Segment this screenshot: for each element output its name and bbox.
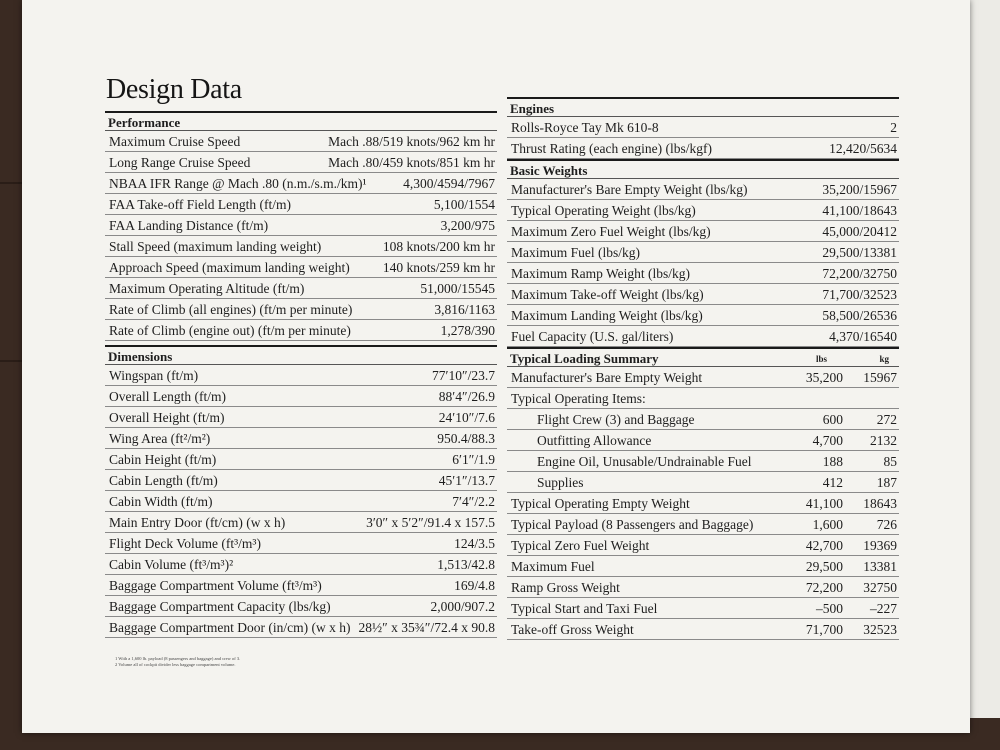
basic-weights-table: [507, 179, 899, 347]
kg-value: 272: [876, 412, 897, 427]
row-value: 41,100/18643: [822, 203, 897, 218]
row-label: Cabin Volume (ft³/m³)²: [109, 557, 234, 572]
footnote-1: 1 With a 1,600 lb. payload (8 passengers and baggage) and crew of 3.: [115, 656, 241, 661]
table-row: [105, 491, 497, 512]
row-label: Approach Speed (maximum landing weight): [109, 260, 350, 275]
row-value: 45′1″/13.7: [438, 473, 495, 488]
engines-heading: Engines: [507, 97, 899, 117]
table-row: [507, 556, 899, 577]
lbs-value: 41,100: [805, 496, 843, 511]
table-row: [507, 514, 899, 535]
row-value: 88′4″/26.9: [438, 389, 495, 404]
kg-column-header: kg: [879, 354, 889, 364]
row-label: Main Entry Door (ft/cm) (w x h): [109, 515, 286, 530]
row-value: Mach .80/459 knots/851 km hr: [328, 155, 495, 170]
performance-table: [105, 131, 497, 341]
lbs-value: 42,700: [805, 538, 843, 553]
lbs-value: 71,700: [805, 622, 843, 637]
row-label: Rate of Climb (engine out) (ft/m per minute): [109, 323, 351, 338]
row-value: Mach .88/519 knots/962 km hr: [328, 134, 495, 149]
row-label: Maximum Cruise Speed: [109, 134, 241, 149]
table-row: [105, 554, 497, 575]
table-row: [105, 236, 497, 257]
basic-weights-heading: Basic Weights: [507, 159, 899, 179]
table-row: [507, 221, 899, 242]
kg-value: 15967: [863, 370, 897, 385]
row-value: 2: [890, 120, 897, 135]
table-row: [105, 617, 497, 638]
table-row: [105, 365, 497, 386]
row-label: Engine Oil, Unusable/Undrainable Fuel: [537, 454, 752, 469]
table-row: [105, 596, 497, 617]
row-label: Baggage Compartment Capacity (lbs/kg): [109, 599, 331, 614]
table-row: [105, 407, 497, 428]
row-label: Typical Start and Taxi Fuel: [511, 601, 658, 616]
right-column: [507, 97, 899, 640]
table-row: [507, 326, 899, 347]
row-label: Cabin Width (ft/m): [109, 494, 213, 509]
row-label: Typical Zero Fuel Weight: [511, 538, 650, 553]
row-label: Maximum Fuel (lbs/kg): [511, 245, 640, 260]
lbs-value: 188: [822, 454, 843, 469]
footnotes: [115, 656, 415, 668]
row-value: 24′10″/7.6: [438, 410, 495, 425]
kg-value: 85: [883, 454, 897, 469]
row-label: Manufacturer's Bare Empty Weight (lbs/kg): [511, 182, 748, 197]
table-row: [105, 386, 497, 407]
row-label: Overall Height (ft/m): [109, 410, 225, 425]
row-label: Maximum Fuel: [511, 559, 595, 574]
row-label: Maximum Take-off Weight (lbs/kg): [511, 287, 704, 302]
table-row: [507, 535, 899, 556]
table-row: [105, 257, 497, 278]
table-row: [507, 117, 899, 138]
row-value: 7′4″/2.2: [452, 494, 495, 509]
table-row: [507, 367, 899, 388]
row-value: 6′1″/1.9: [452, 452, 495, 467]
kg-value: 19369: [863, 538, 897, 553]
row-value: 71,700/32523: [822, 287, 897, 302]
row-value: 45,000/20412: [822, 224, 897, 239]
table-row: [105, 320, 497, 341]
table-row: [105, 215, 497, 236]
table-row: [507, 493, 899, 514]
row-label: Stall Speed (maximum landing weight): [109, 239, 322, 254]
kg-value: 2132: [870, 433, 897, 448]
kg-value: 187: [876, 475, 897, 490]
row-value: 3,816/1163: [434, 302, 495, 317]
engines-table: [507, 117, 899, 159]
row-label: Typical Payload (8 Passengers and Baggage): [511, 517, 754, 532]
row-value: 51,000/15545: [420, 281, 495, 296]
table-row: [507, 242, 899, 263]
table-row: [105, 131, 497, 152]
table-row: [105, 152, 497, 173]
footnote-2: 2 Volume all of cockpit divider less baggage compartment volume.: [115, 662, 236, 667]
row-label: Manufacturer's Bare Empty Weight: [511, 370, 703, 385]
lbs-value: 72,200: [805, 580, 843, 595]
row-value: 77′10″/23.7: [432, 368, 495, 383]
row-value: 950.4/88.3: [437, 431, 495, 446]
loading-summary-title: Typical Loading Summary: [510, 351, 659, 366]
row-value: 1,513/42.8: [437, 557, 495, 572]
row-label: Overall Length (ft/m): [109, 389, 226, 404]
loading-summary-heading: [507, 347, 899, 367]
row-value: 3′0″ x 5′2″/91.4 x 157.5: [366, 515, 495, 530]
dimensions-heading: Dimensions: [105, 345, 497, 365]
row-label: Rate of Climb (all engines) (ft/m per minute): [109, 302, 353, 317]
table-row: [507, 430, 899, 451]
row-label: Typical Operating Weight (lbs/kg): [511, 203, 696, 218]
lbs-value: 35,200: [805, 370, 843, 385]
table-row: [105, 194, 497, 215]
table-row: [507, 577, 899, 598]
table-row: [507, 619, 899, 640]
table-row: [105, 449, 497, 470]
row-value: 12,420/5634: [829, 141, 897, 156]
table-row: [105, 470, 497, 491]
table-row: [105, 575, 497, 596]
table-row: [507, 305, 899, 326]
lbs-column-header: lbs: [815, 354, 827, 364]
row-value: 1,278/390: [440, 323, 495, 338]
row-label: Take-off Gross Weight: [511, 622, 634, 637]
row-value: 169/4.8: [454, 578, 495, 593]
kg-value: 726: [876, 517, 897, 532]
lbs-value: 600: [822, 412, 843, 427]
table-row: [105, 299, 497, 320]
row-label: Outfitting Allowance: [537, 433, 652, 448]
row-label: Wing Area (ft²/m²): [109, 431, 211, 446]
row-label: Rolls-Royce Tay Mk 610-8: [511, 120, 659, 135]
row-label: Supplies: [537, 475, 584, 490]
row-value: 108 knots/200 km hr: [382, 239, 495, 254]
row-label: Maximum Zero Fuel Weight (lbs/kg): [511, 224, 711, 239]
kg-value: –227: [870, 601, 897, 616]
table-row: [507, 138, 899, 159]
lbs-value: 29,500: [805, 559, 843, 574]
row-label: Cabin Length (ft/m): [109, 473, 218, 488]
row-label: Wingspan (ft/m): [109, 368, 199, 383]
row-value: 72,200/32750: [822, 266, 897, 281]
row-value: 29,500/13381: [822, 245, 897, 260]
row-label: Typical Operating Empty Weight: [511, 496, 690, 511]
table-row: [507, 472, 899, 493]
row-label: Thrust Rating (each engine) (lbs/kgf): [511, 141, 712, 156]
row-value: 5,100/1554: [433, 197, 495, 212]
table-row: [105, 428, 497, 449]
page-title: Design Data: [106, 74, 242, 105]
row-label: Maximum Landing Weight (lbs/kg): [511, 308, 703, 323]
row-value: 2,000/907.2: [430, 599, 495, 614]
table-row: [507, 409, 899, 430]
row-label: Cabin Height (ft/m): [109, 452, 217, 467]
row-label: Flight Deck Volume (ft³/m³): [109, 536, 261, 551]
lbs-value: 1,600: [812, 517, 843, 532]
loading-summary-table: [507, 367, 899, 640]
table-row: [507, 179, 899, 200]
performance-heading: Performance: [105, 111, 497, 131]
table-row: [105, 533, 497, 554]
row-label: Maximum Operating Altitude (ft/m): [109, 281, 305, 296]
lbs-value: 412: [822, 475, 843, 490]
row-label: Long Range Cruise Speed: [109, 155, 251, 170]
left-column: [105, 111, 497, 638]
lbs-value: –500: [816, 601, 843, 616]
row-label: Baggage Compartment Volume (ft³/m³): [109, 578, 322, 593]
table-row: [507, 263, 899, 284]
row-label: Maximum Ramp Weight (lbs/kg): [511, 266, 691, 281]
table-row: [105, 278, 497, 299]
row-label: FAA Landing Distance (ft/m): [109, 218, 269, 233]
dimensions-table: [105, 365, 497, 638]
table-row: [507, 451, 899, 472]
table-row: [105, 512, 497, 533]
kg-value: 32750: [863, 580, 897, 595]
lbs-value: 4,700: [812, 433, 843, 448]
table-row: [507, 284, 899, 305]
row-label: Flight Crew (3) and Baggage: [537, 412, 695, 427]
kg-value: 18643: [863, 496, 897, 511]
row-label: Typical Operating Items:: [511, 391, 646, 406]
row-label: FAA Take-off Field Length (ft/m): [109, 197, 292, 212]
row-value: 124/3.5: [454, 536, 495, 551]
row-label: Fuel Capacity (U.S. gal/liters): [511, 329, 674, 344]
row-label: Ramp Gross Weight: [511, 580, 620, 595]
table-row: [507, 598, 899, 619]
table-row: [507, 200, 899, 221]
row-value: 3,200/975: [440, 218, 495, 233]
row-value: 28½″ x 35¾″/72.4 x 90.8: [358, 620, 495, 635]
row-value: 58,500/26536: [822, 308, 897, 323]
kg-value: 13381: [863, 559, 897, 574]
table-row: [507, 388, 899, 409]
table-row: [105, 173, 497, 194]
row-value: 35,200/15967: [822, 182, 897, 197]
row-value: 140 knots/259 km hr: [382, 260, 495, 275]
kg-value: 32523: [863, 622, 897, 637]
row-value: 4,370/16540: [829, 329, 897, 344]
row-label: NBAA IFR Range @ Mach .80 (n.m./s.m./km)¹: [109, 176, 367, 191]
row-label: Baggage Compartment Door (in/cm) (w x h): [109, 620, 351, 635]
row-value: 4,300/4594/7967: [403, 176, 495, 191]
